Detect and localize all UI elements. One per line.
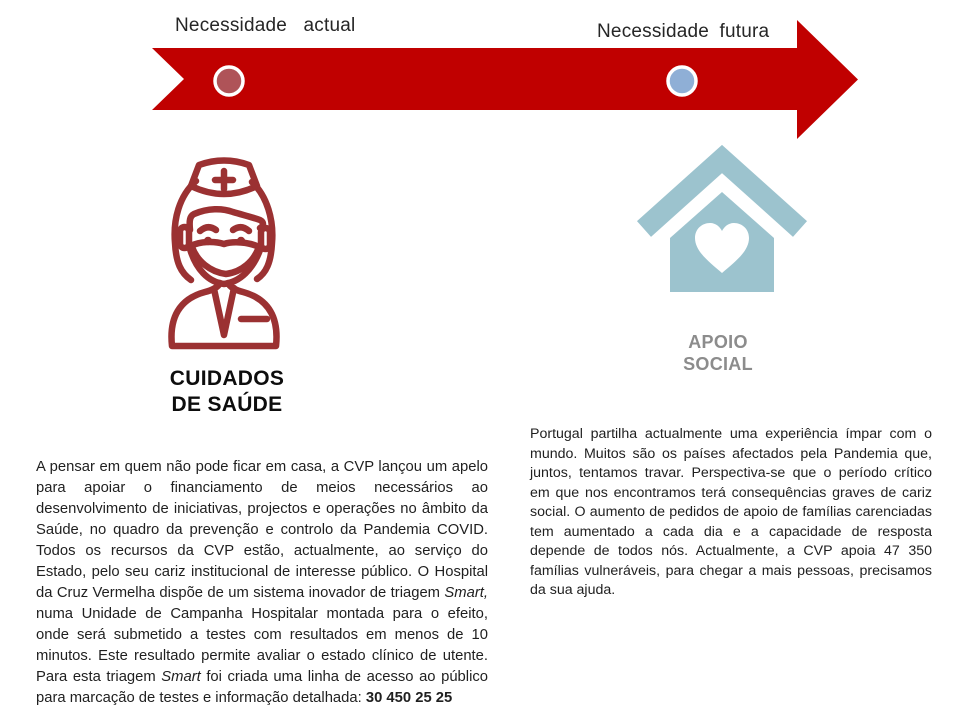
paragraph-segment: A pensar em quem não pode ficar em casa, a CVP lançou um apelo para apoiar o financiamento de meios necessários ao desenvolvimento de iniciativas, projectos e operações no âmbito da Saúde, no quadro da prevenção e controlo da Pandemia COVID. Todos os recursos da CVP estão, actualmente, ao serviço do Estado, pelo seu cariz institucional de interesse público. O Hospital da Cruz Vermelha dispõe de um sistema inovador de triagem bbox=[36, 458, 488, 601]
heading-line: SOCIAL bbox=[683, 354, 753, 374]
paragraph-segment: foi criada uma linha de acesso ao público para marcação de testes e informação detalhada: bbox=[36, 668, 488, 706]
nurse-icon bbox=[160, 150, 360, 350]
nurse-brow-left bbox=[200, 227, 216, 231]
nurse-mask-top bbox=[191, 242, 259, 247]
nurse-collar bbox=[214, 288, 234, 335]
heading-line: DE SAÚDE bbox=[171, 393, 283, 416]
heading-cuidados-de-saude bbox=[97, 366, 357, 418]
house-heart-icon bbox=[630, 145, 810, 300]
nurse-cap-cross bbox=[215, 171, 233, 189]
marker-future-need bbox=[668, 67, 696, 95]
heading-line: CUIDADOS bbox=[169, 367, 285, 390]
nurse-ear-left bbox=[180, 227, 189, 248]
phone-number: 30 450 25 25 bbox=[365, 689, 453, 706]
nurse-eye-right bbox=[237, 237, 245, 245]
heading-line: APOIO bbox=[688, 332, 748, 352]
paragraph-segment: Smart bbox=[161, 668, 201, 685]
paragraph-segment: Smart, bbox=[444, 584, 488, 601]
nurse-chin bbox=[190, 249, 260, 284]
timeline-label-futura: Necessidade futura bbox=[597, 21, 770, 42]
paragraph-segment: numa Unidade de Campanha Hospitalar montada para o efeito, onde será submetido a testes com resultados em menos de 10 minutos. Este resultado permite avaliar o estado clínico de utente. Para esta triagem bbox=[36, 605, 488, 685]
nurse-brow-right bbox=[233, 227, 249, 231]
timeline-arrow bbox=[0, 0, 960, 150]
marker-current-need bbox=[215, 67, 243, 95]
nurse-ear-right bbox=[261, 228, 270, 249]
paragraph-apoio-social: Portugal partilha actualmente uma experiência ímpar com o mundo. Muitos são os países afectados pela Pandemia que, juntos, tentamos travar. Perspectiva-se que o período crítico em que nos encontramos terá consequências graves de cariz social. O aumento de pedidos de apoio de famílias carenciadas tem aumentado a cada dia e a capacidade de resposta depende de todos nós. Actualmente, a CVP apoia 47 350 famílias vulneráveis, para chegar a mais pessoas, precisamos da sua ajuda. bbox=[530, 426, 932, 599]
paragraph-cuidados-saude bbox=[36, 457, 488, 709]
nurse-eye-left bbox=[204, 237, 212, 245]
timeline-label-actual: Necessidade actual bbox=[175, 15, 356, 36]
heading-apoio-social bbox=[638, 331, 798, 375]
